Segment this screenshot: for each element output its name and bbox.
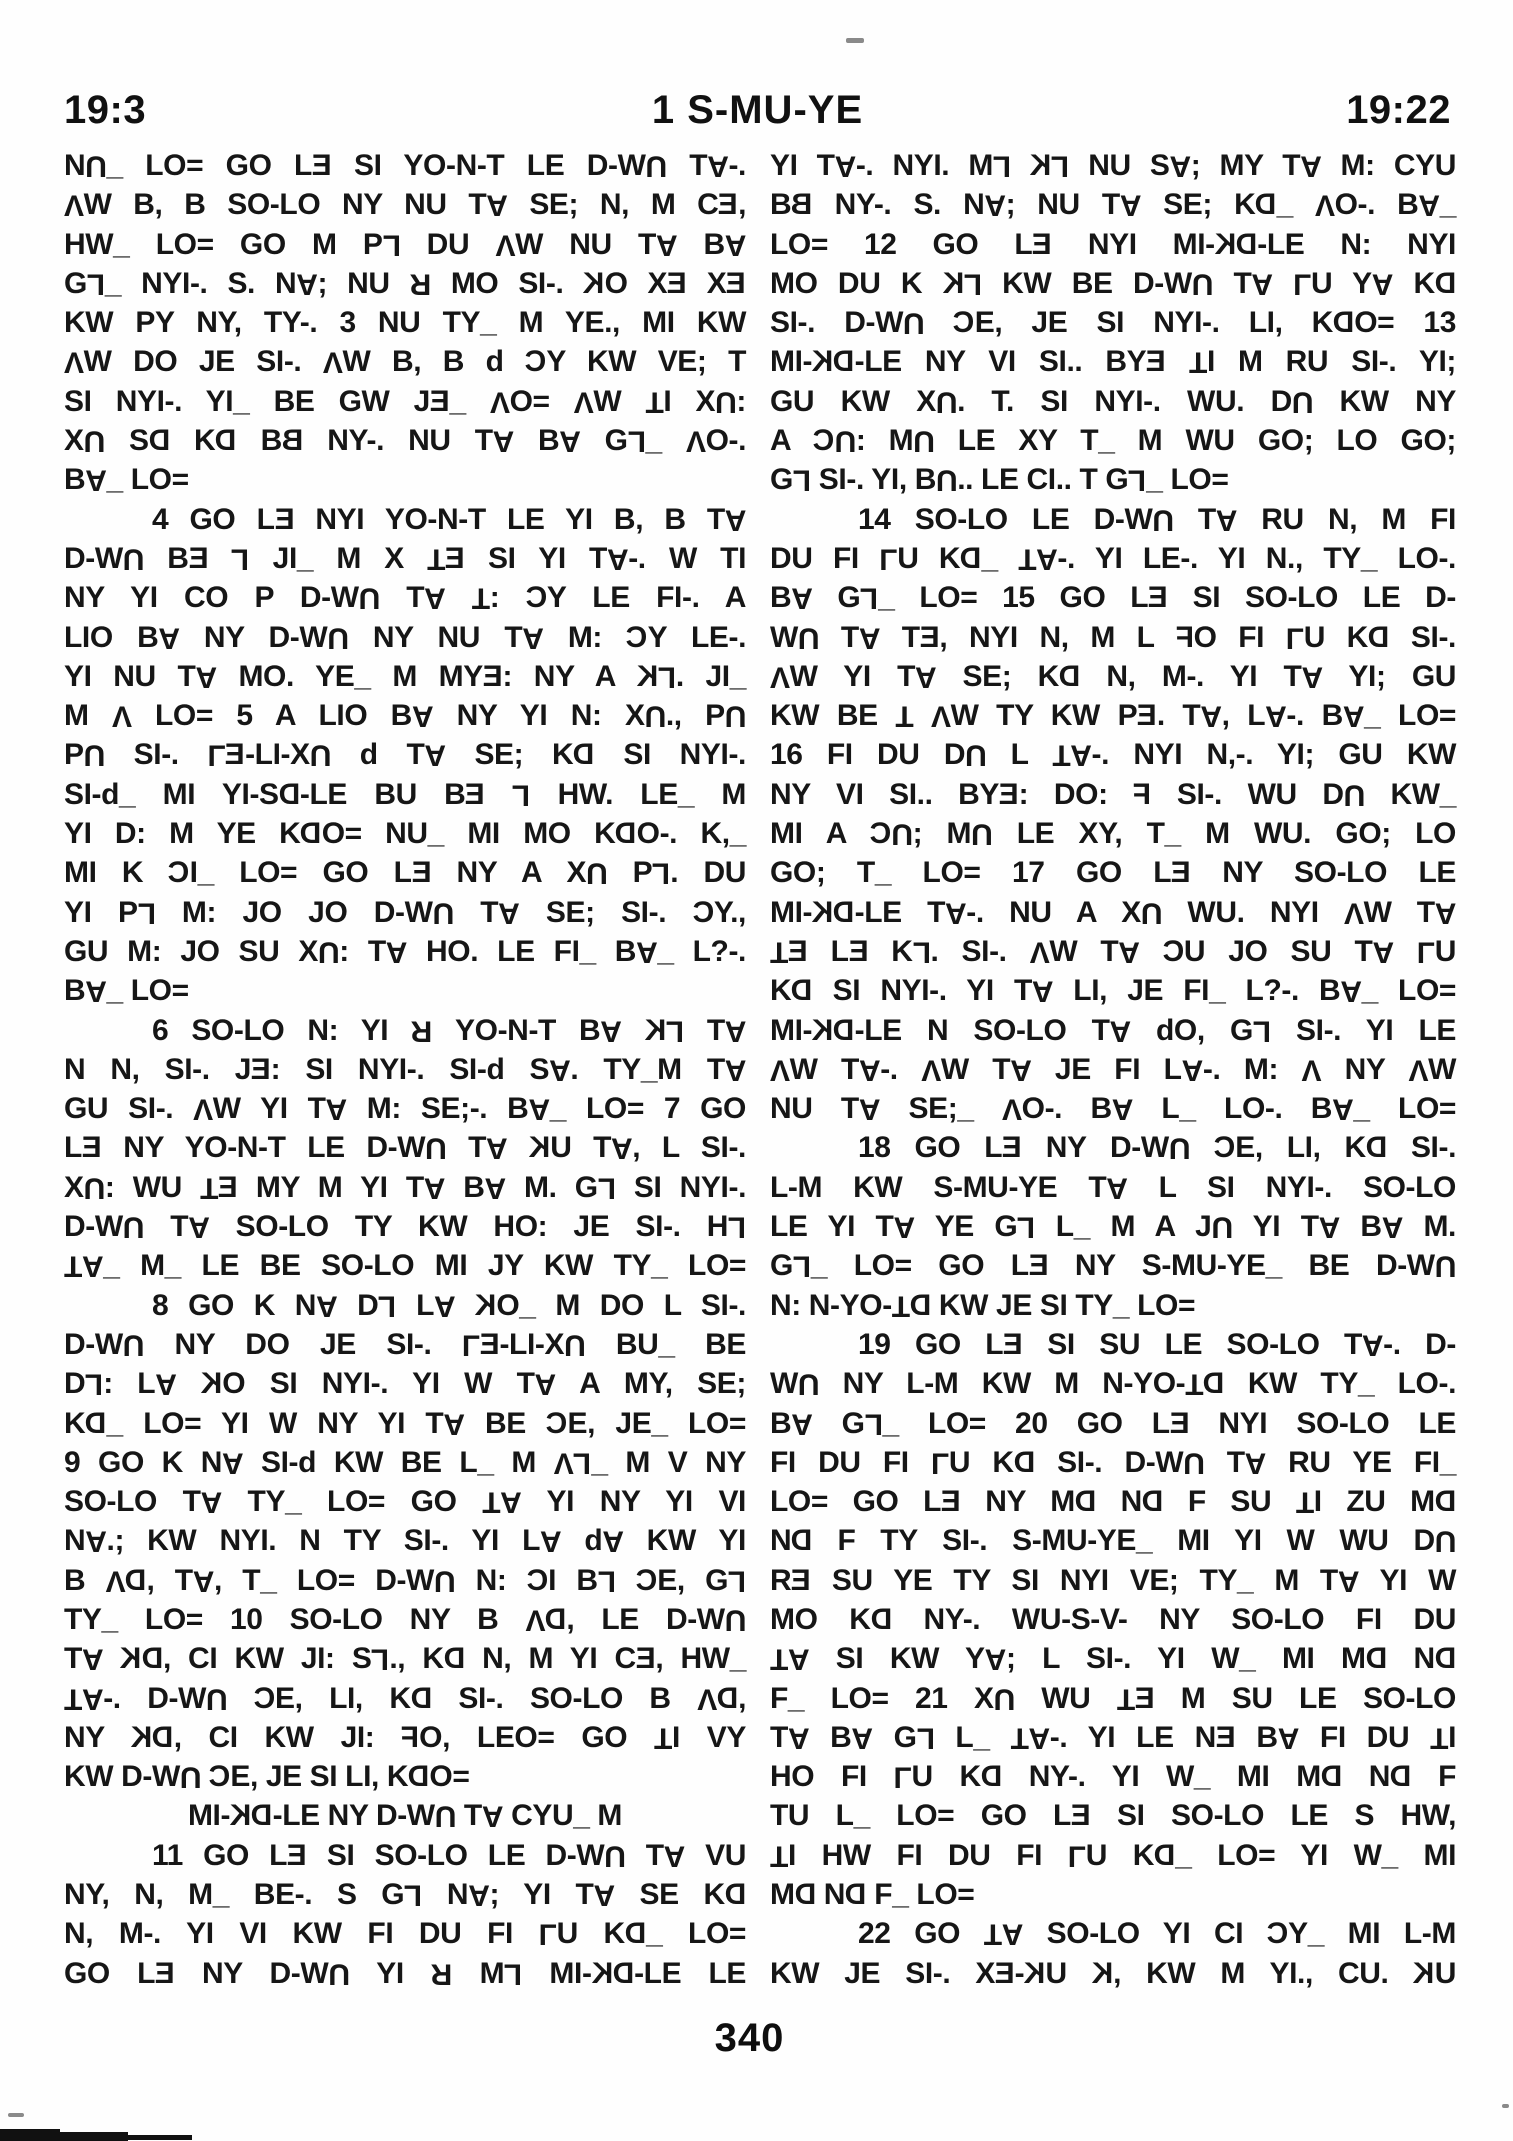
scan-artifact bbox=[846, 38, 864, 43]
text-line: NY YI CO P D-WU TA T: CY LE FI-. A bbox=[64, 581, 746, 615]
text-line: TA BA GL L_ TA-. YI LE NE BA FI DU TI bbox=[770, 1720, 1457, 1755]
text-line: 4 GO LE NYI YO-N-T LE YI B, B TA bbox=[152, 502, 747, 536]
text-line: MI-KD-LE N SO-LO TA dO, GL SI-. YI LE bbox=[770, 1013, 1457, 1047]
text-line: YI D: M YE KDO= NU_ MI MO KDO-. K,_ bbox=[64, 817, 746, 851]
text-line: BA GL_ LO= 20 GO LE NYI SO-LO LE bbox=[770, 1406, 1456, 1440]
text-line: N, M-. YI VI KW FI DU FI LU KD_ LO= bbox=[64, 1917, 746, 1951]
text-line: D-WU TA SO-LO TY KW HO: JE SI-. HL bbox=[64, 1210, 746, 1244]
text-line: ND F TY SI-. S-MU-YE_ MI YI W WU DU bbox=[770, 1524, 1456, 1558]
text-line: BA_ LO= bbox=[64, 974, 189, 1008]
text-line: TA-. D-WU CE, LI, KD SI-. SO-LO B VD, bbox=[64, 1681, 747, 1715]
text-line: MO KD NY-. WU-S-V- NY SO-LO FI DU bbox=[770, 1602, 1456, 1636]
text-line: D-WU BE L JI_ M X TE SI YI TA-. W TI bbox=[64, 541, 747, 576]
chapter-verse-ref-left: 19:3 bbox=[64, 88, 147, 132]
text-line: WU TA TE, NYI N, M L FO FI LU KD SI-. bbox=[770, 620, 1456, 654]
text-line: 16 FI DU DU L TA-. NYI N,-. YI; GU KW bbox=[770, 738, 1456, 772]
text-line: MI-KD-LE TA-. NU A XU WU. NYI VW TA bbox=[770, 895, 1456, 929]
text-line: F_ LO= 21 XU WU TE M SU LE SO-LO bbox=[770, 1681, 1456, 1715]
page-header bbox=[64, 88, 1451, 138]
text-line: KW JE SI-. XE-KU K, KW M YI., CU. KU bbox=[770, 1956, 1457, 1990]
text-line: NA.; KW NYI. N TY SI-. YI LA dA KW YI bbox=[64, 1524, 746, 1558]
scan-artifact bbox=[60, 2132, 128, 2141]
text-line: XU: WU TE MY M YI TA BA M. GL SI NYI-. bbox=[64, 1170, 747, 1205]
text-line: LO= 12 GO LE NYI MI-KD-LE N: NYI bbox=[770, 227, 1456, 261]
text-line: KD SI NYI-. YI TA LI, JE FI_ L?-. BA_ LO= bbox=[770, 974, 1456, 1008]
text-line: 9 GO K NA SI-d KW BE L_ M VL_ M V NY bbox=[64, 1445, 746, 1480]
text-line: TA_ M_ LE BE SO-LO MI JY KW TY_ LO= bbox=[64, 1249, 746, 1283]
text-line: SI NYI-. YI_ BE GW JE_ VO= VW TI XU: bbox=[64, 384, 746, 419]
chapter-verse-ref-right: 19:22 bbox=[1346, 88, 1451, 132]
text-line: DU FI LU KD_ TA-. YI LE-. YI N., TY_ LO-. bbox=[770, 541, 1456, 576]
text-line: BA GL_ LO= 15 GO LE SI SO-LO LE D- bbox=[770, 581, 1456, 615]
text-line: GL SI-. YI, BU.. LE CI.. T GL_ LO= bbox=[770, 463, 1229, 497]
text-line: MI K CI_ LO= GO LE NY A XU PL. DU bbox=[64, 856, 746, 890]
text-line: HO FI LU KD NY-. YI W_ MI MD ND F bbox=[770, 1760, 1457, 1794]
text-line: M V LO= 5 A LIO BA NY YI N: XU., PU bbox=[64, 699, 746, 733]
text-column-right bbox=[770, 146, 1456, 1993]
scan-artifact bbox=[1502, 2104, 1509, 2108]
book-title: 1 S-MU-YE bbox=[651, 88, 864, 132]
text-line: 18 GO LE NY D-WU CE, LI, KD SI-. bbox=[858, 1131, 1457, 1165]
text-line: N: N-YO-TD KW JE SI TY_ LO= bbox=[770, 1288, 1196, 1322]
text-line: PU SI-. LE-LI-XU d TA SE; KD SI NYI-. bbox=[64, 738, 746, 772]
text-line: LO= GO LE NY MD ND F SU TI ZU MD bbox=[770, 1485, 1457, 1519]
text-line: GL_ LO= GO LE NY S-MU-YE_ BE D-WU bbox=[770, 1249, 1456, 1283]
text-line: NY KD, CI KW JI: FO, LEO= GO TI VY bbox=[64, 1720, 746, 1755]
text-line: TA SI KW YA; L SI-. YI W_ MI MD ND bbox=[770, 1642, 1456, 1676]
text-line: VW DO JE SI-. VW B, B d CY KW VE; T bbox=[64, 345, 746, 379]
text-line: NU TA SE;_ VO-. BA L_ LO-. BA_ LO= bbox=[770, 1092, 1457, 1126]
text-line: TU L_ LO= GO LE SI SO-LO LE S HW, bbox=[770, 1799, 1456, 1833]
text-line: FI DU FI LU KD SI-. D-WU TA RU YE FI_ bbox=[770, 1445, 1456, 1480]
text-line: GO; T_ LO= 17 GO LE NY SO-LO LE bbox=[770, 856, 1456, 890]
text-line: MI-KD-LE NY VI SI.. BYE TI M RU SI-. YI; bbox=[770, 345, 1456, 379]
text-line: B VD, TA, T_ LO= D-WU N: CI BL CE, GL bbox=[64, 1563, 746, 1597]
text-line: KD_ LO= YI W NY YI TA BE CE, JE_ LO= bbox=[64, 1406, 746, 1440]
text-line: A CU: MU LE XY T_ M WU GO; LO GO; bbox=[770, 424, 1456, 458]
text-line: 8 GO K NA DL LA KO_ M DO L SI-. bbox=[152, 1288, 746, 1322]
text-line: 22 GO TA SO-LO YI CI CY_ MI L-M bbox=[858, 1917, 1456, 1951]
text-line: GO LE NY D-WU YI R ML MI-KD-LE LE bbox=[64, 1956, 746, 1990]
page-number: 340 bbox=[714, 2016, 785, 2060]
text-line: TY_ LO= 10 SO-LO NY B VD, LE D-WU bbox=[64, 1602, 746, 1637]
text-line: NY, N, M_ BE-. S GL NA; YI TA SE KD bbox=[64, 1878, 746, 1912]
text-line: NY VI SI.. BYE: DO: F SI-. WU DU KW_ bbox=[770, 777, 1456, 812]
text-line: MI A CU; MU LE XY, T_ M WU. GO; LO bbox=[770, 817, 1456, 851]
text-line: YI NU TA MO. YE_ M MYE: NY A KL. JI_ bbox=[64, 659, 747, 694]
text-line: D-WU NY DO JE SI-. LE-LI-XU BU_ BE bbox=[64, 1327, 746, 1362]
text-line: MD ND F_ LO= bbox=[770, 1878, 975, 1912]
text-line: 11 GO LE SI SO-LO LE D-WU TA VU bbox=[152, 1838, 746, 1873]
text-line: BA_ LO= bbox=[64, 463, 189, 497]
text-line: LE NY YO-N-T LE D-WU TA KU TA, L SI-. bbox=[64, 1131, 746, 1165]
text-line: SI-d_ MI YI-SD-LE BU BE L HW. LE_ M bbox=[64, 777, 747, 812]
text-line: NU_ LO= GO LE SI YO-N-T LE D-WU TA-. bbox=[64, 149, 746, 183]
text-line: GU KW XU. T. SI NYI-. WU. DU KW NY bbox=[770, 384, 1456, 419]
text-line: SO-LO TA TY_ LO= GO TA YI NY YI VI bbox=[64, 1485, 746, 1519]
text-line: GU SI-. VW YI TA M: SE;-. BA_ LO= 7 GO bbox=[64, 1092, 746, 1126]
text-line: LIO BA NY D-WU NY NU TA M: CY LE-. bbox=[64, 620, 746, 654]
text-line: RE SU YE TY SI NYI VE; TY_ M TA YI W bbox=[770, 1563, 1456, 1597]
text-line: KW D-WU CE, JE SI LI, KDO= bbox=[64, 1760, 470, 1794]
text-line: VW B, B SO-LO NY NU TA SE; N, M CE, bbox=[64, 188, 746, 222]
text-line: TE LE KL. SI-. VW TA CU JO SU TA LU bbox=[770, 934, 1456, 969]
text-line: YI PL M: JO JO D-WU TA SE; SI-. CY., bbox=[64, 895, 746, 929]
text-line: N N, SI-. JE: SI NYI-. SI-d SA. TY_M TA bbox=[64, 1052, 747, 1087]
text-line: XU SD KD BB NY-. NU TA BA GL_ VO-. bbox=[64, 424, 747, 458]
text-line: MO DU K KL KW BE D-WU TA LU YA KD bbox=[770, 266, 1456, 301]
scan-artifact bbox=[8, 2113, 24, 2117]
text-line: KW PY NY, TY-. 3 NU TY_ M YE., MI KW bbox=[64, 306, 746, 340]
text-line: L-M KW S-MU-YE TA L SI NYI-. SO-LO bbox=[770, 1170, 1456, 1205]
text-line: 14 SO-LO LE D-WU TA RU N, M FI bbox=[858, 502, 1456, 536]
text-line: VW TA-. VW TA JE FI LA-. M: V NY VW bbox=[770, 1052, 1456, 1087]
scan-artifact bbox=[128, 2135, 192, 2140]
scan-artifact bbox=[0, 2129, 60, 2141]
text-line: 6 SO-LO N: YI R YO-N-T BA KL TA bbox=[152, 1013, 747, 1047]
text-line: SI-. D-WU CE, JE SI NYI-. LI, KDO= 13 bbox=[770, 306, 1456, 340]
text-line: KW BE T VW TY KW PE. TA, LA-. BA_ LO= bbox=[770, 699, 1457, 733]
text-line: GL_ NYI-. S. NA; NU R MO SI-. KO XE XE bbox=[64, 266, 747, 301]
text-line: VW YI TA SE; KD N, M-. YI TA YI; GU bbox=[770, 659, 1457, 694]
text-line: TA KD, CI KW JI: SL., KD N, M YI CE, HW_ bbox=[64, 1642, 746, 1676]
text-line: 19 GO LE SI SU LE SO-LO TA-. D- bbox=[858, 1327, 1456, 1362]
text-line: GU M: JO SU XU: TA HO. LE FI_ BA_ L?-. bbox=[64, 934, 746, 969]
text-line: BB NY-. S. NA; NU TA SE; KD_ VO-. BA_ bbox=[770, 188, 1456, 222]
text-column-left bbox=[64, 146, 746, 1993]
text-line: WU NY L-M KW M N-YO-TD KW TY_ LO-. bbox=[770, 1367, 1456, 1401]
text-line: DL: LA KO SI NYI-. YI W TA A MY, SE; bbox=[64, 1367, 746, 1401]
text-line: HW_ LO= GO M PL DU VW NU TA BA bbox=[64, 227, 746, 261]
text-line: YI TA-. NYI. ML KL NU SA; MY TA M: CYU bbox=[770, 149, 1456, 183]
text-line: LE YI TA YE GL L_ M A JU YI TA BA M. bbox=[770, 1210, 1456, 1244]
text-line: TI HW FI DU FI LU KD_ LO= YI W_ MI bbox=[770, 1838, 1457, 1873]
section-heading: MI-KD-LE NY D-WU TA CYU_ M bbox=[187, 1799, 623, 1833]
